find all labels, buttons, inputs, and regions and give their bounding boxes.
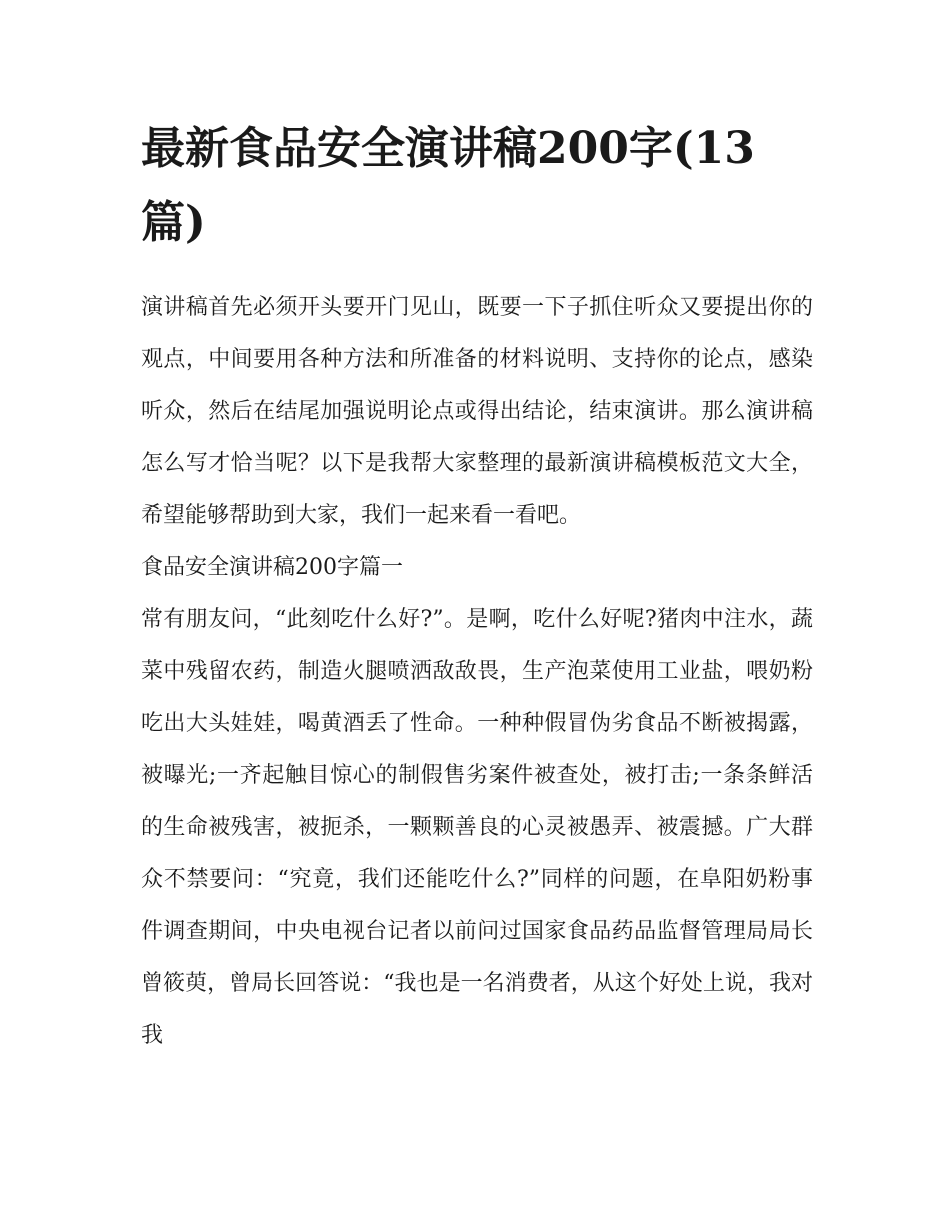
section-heading: 食品安全演讲稿200字篇一 <box>141 555 403 580</box>
intro-paragraph: 演讲稿首先必须开头要开门见山，既要一下子抓住听众又要提出你的观点，中间要用各种方法和所准备的材料说明、支持你的论点，感染听众，然后在结尾加强说明论点或得出结论，结束演讲。那么演讲稿怎么写才恰当呢？以下是我帮大家整理的最新演讲稿模板范文大全，希望能够帮助到大家，我们一起来看一看吧。 <box>141 295 813 528</box>
document-title: 最新食品安全演讲稿200字(13篇) <box>141 123 755 248</box>
section-body-paragraph: 常有朋友问，“此刻吃什么好?”。是啊，吃什么好呢?猪肉中注水，蔬菜中残留农药，制造火腿喷洒敌敌畏，生产泡菜使用工业盐，喂奶粉吃出大头娃娃，喝黄酒丢了性命。一种种假冒伪劣食品不断被揭露，被曝光;一齐起触目惊心的制假售劣案件被查处，被打击;一条条鲜活的生命被残害，被扼杀，一颗颗善良的心灵被愚弄、被震撼。广大群众不禁要问：“究竟，我们还能吃什么?”同样的问题，在阜阳奶粉事件调查期间，中央电视台记者以前问过国家食品药品监督管理局局长曾筱萸，曾局长回答说：“我也是一名消费者，从这个好处上说，我对我 <box>141 607 813 1048</box>
document-content <box>141 112 813 1062</box>
